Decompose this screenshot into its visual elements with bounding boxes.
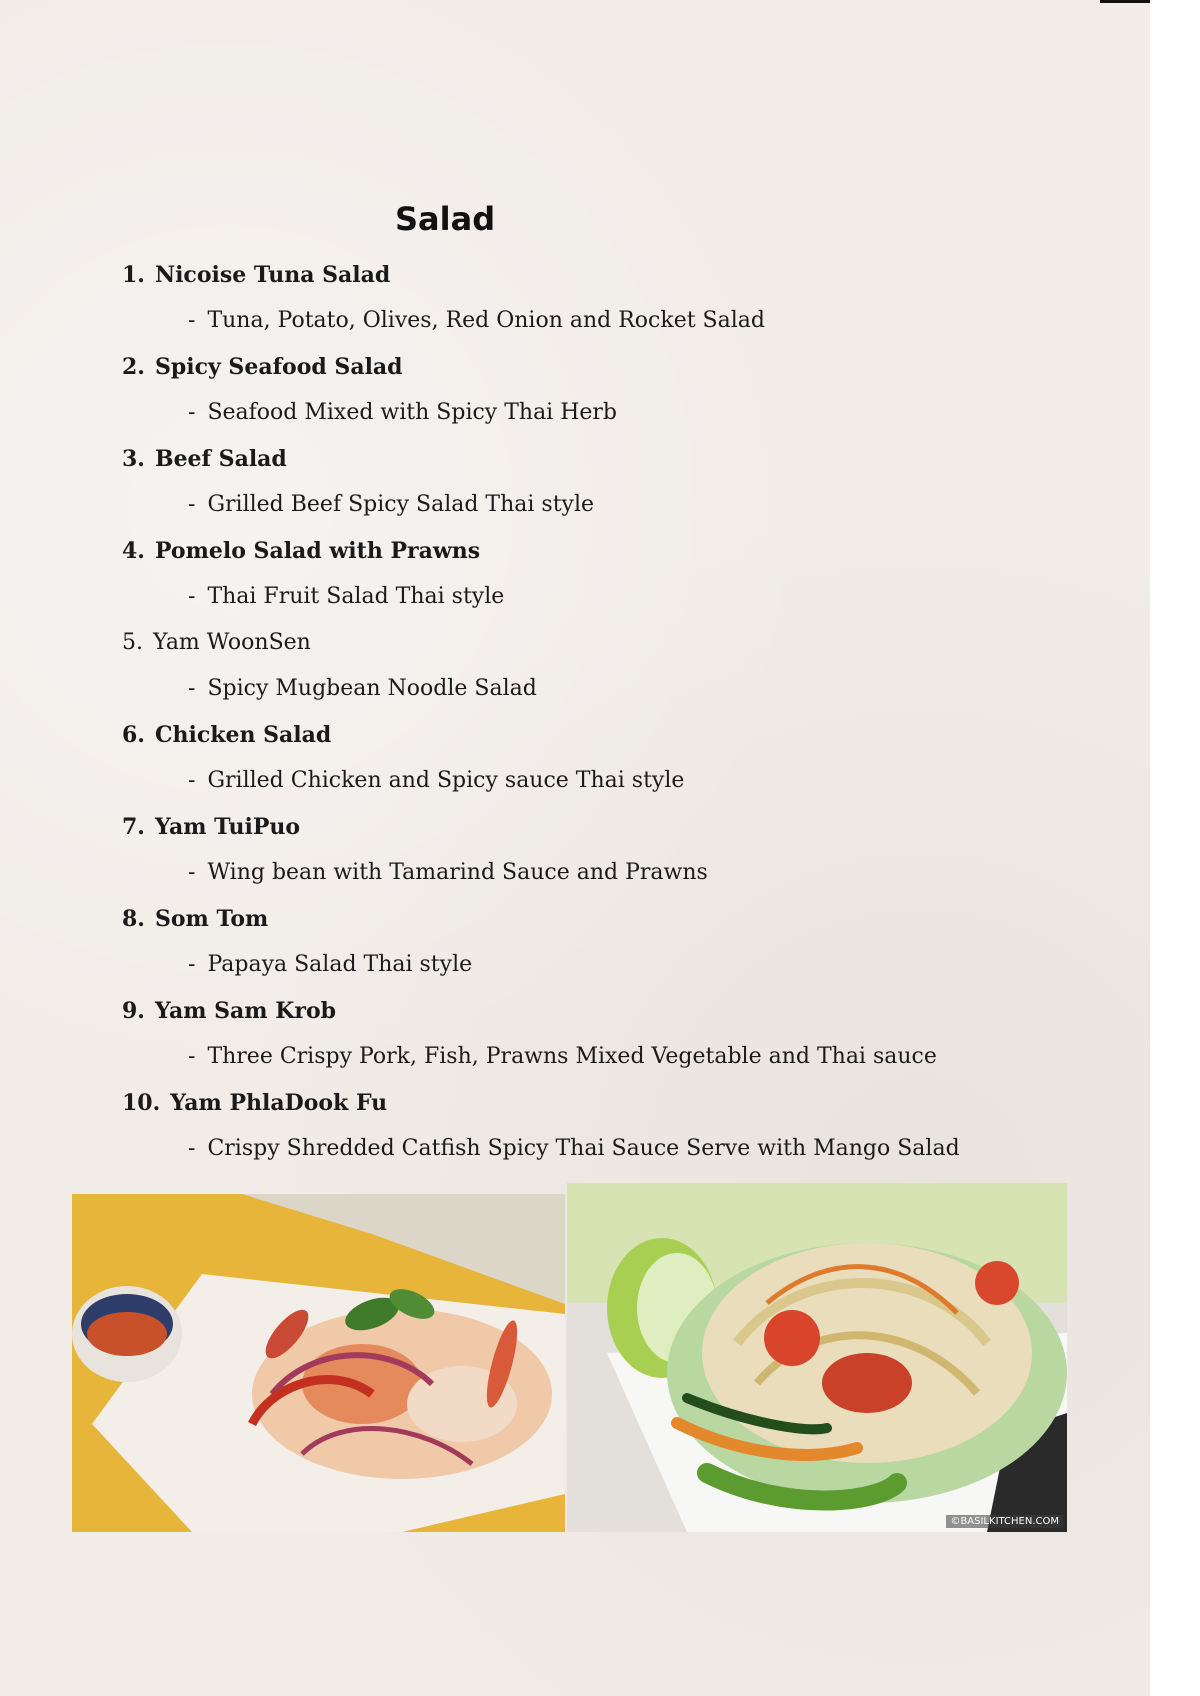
item-number: 8. [122, 906, 145, 932]
menu-item-description [188, 584, 504, 609]
menu-item-name [122, 354, 403, 380]
item-number: 4. [122, 538, 145, 564]
dash: - [188, 492, 196, 517]
dash: - [188, 860, 196, 885]
item-title: Som Tom [154, 906, 269, 932]
menu-item-description [188, 400, 617, 425]
item-description-text: Seafood Mixed with Spicy Thai Herb [207, 400, 618, 425]
item-description-text: Tuna, Potato, Olives, Red Onion and Rocket Salad [207, 308, 765, 333]
item-number: 10. [122, 1090, 161, 1116]
item-number: 5. [122, 630, 143, 655]
item-number: 3. [122, 446, 145, 472]
item-number: 2. [122, 354, 145, 380]
item-description-text: Spicy Mugbean Noodle Salad [207, 676, 537, 701]
menu-item-description [188, 308, 765, 333]
menu-item-description [188, 860, 708, 885]
page-title: Salad [395, 200, 496, 238]
menu-item-name [122, 630, 311, 655]
item-description-text: Crispy Shredded Catfish Spicy Thai Sauce Serve with Mango Salad [207, 1136, 960, 1161]
menu-item-description [188, 492, 594, 517]
item-description-text: Wing bean with Tamarind Sauce and Prawns [207, 860, 708, 885]
dash: - [188, 952, 196, 977]
item-title: Spicy Seafood Salad [154, 354, 403, 380]
dash: - [188, 768, 196, 793]
item-title: Nicoise Tuna Salad [154, 262, 391, 288]
dash: - [188, 1136, 196, 1161]
item-title: Chicken Salad [154, 722, 332, 748]
item-number: 1. [122, 262, 145, 288]
item-number: 7. [122, 814, 145, 840]
dash: - [188, 400, 196, 425]
item-description-text: Three Crispy Pork, Fish, Prawns Mixed Vegetable and Thai sauce [207, 1044, 937, 1069]
item-description-text: Grilled Chicken and Spicy sauce Thai style [207, 768, 685, 793]
menu-item-name [122, 262, 390, 288]
menu-item-description [188, 676, 537, 701]
menu-item-description [188, 952, 472, 977]
item-title: Yam Sam Krob [154, 998, 337, 1024]
menu-item-name [122, 1090, 387, 1116]
papaya-salad-photo [567, 1183, 1067, 1532]
menu-item-name [122, 998, 336, 1024]
item-title: Yam WoonSen [153, 630, 311, 655]
dash: - [188, 584, 196, 609]
menu-item-description [188, 1136, 960, 1161]
item-title: Beef Salad [154, 446, 287, 472]
menu-item-name [122, 722, 331, 748]
page-edge-mark [1100, 0, 1150, 3]
item-title: Pomelo Salad with Prawns [154, 538, 481, 564]
dash: - [188, 676, 196, 701]
menu-item-name [122, 906, 268, 932]
menu-item-name [122, 814, 300, 840]
item-title: Yam PhlaDook Fu [170, 1090, 388, 1116]
item-title: Yam TuiPuo [154, 814, 301, 840]
menu-item-name [122, 538, 480, 564]
seafood-salad-photo [72, 1194, 565, 1532]
menu-item-name [122, 446, 287, 472]
item-number: 9. [122, 998, 145, 1024]
menu-item-description [188, 1044, 937, 1069]
item-description-text: Grilled Beef Spicy Salad Thai style [207, 492, 595, 517]
menu-item-description [188, 768, 684, 793]
photo-watermark: ©BASILKITCHEN.COM [946, 1515, 1063, 1528]
item-number: 6. [122, 722, 145, 748]
dash: - [188, 1044, 196, 1069]
item-description-text: Papaya Salad Thai style [207, 952, 473, 977]
item-description-text: Thai Fruit Salad Thai style [207, 584, 505, 609]
dash: - [188, 308, 196, 333]
